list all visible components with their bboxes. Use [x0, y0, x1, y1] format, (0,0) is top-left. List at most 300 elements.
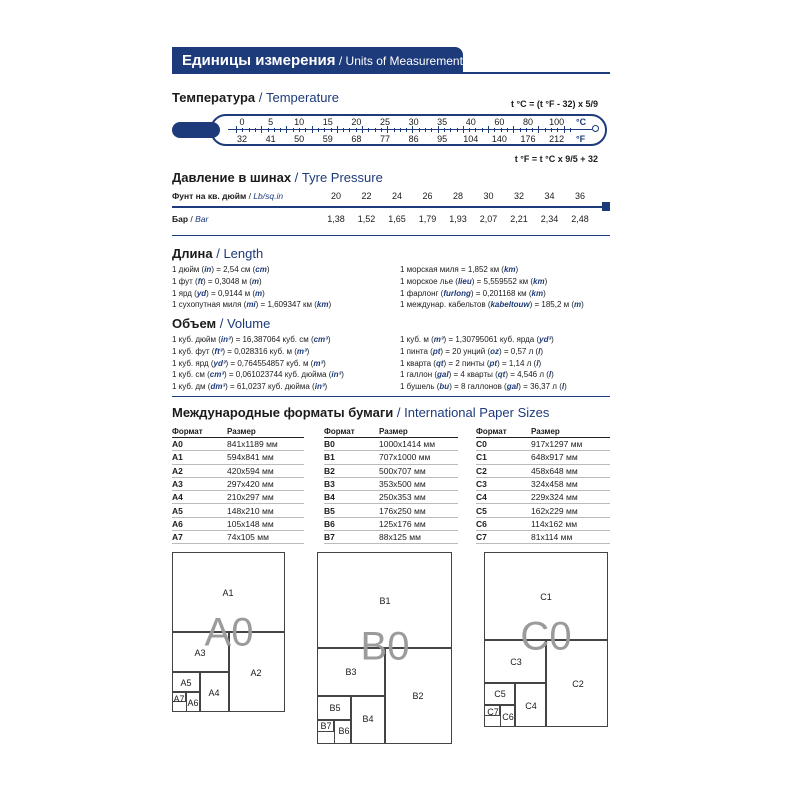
col-format: Формат	[324, 426, 379, 438]
unit-abbr: m	[251, 276, 260, 286]
unit-abbr: in³	[314, 382, 325, 392]
size-cell: 74x105 мм	[227, 531, 304, 544]
thermometer-tick	[444, 128, 445, 132]
thermometer-tick	[400, 128, 401, 132]
fahrenheit-value: 41	[265, 134, 276, 144]
page-header-banner	[172, 47, 463, 74]
unit-abbr: qt	[435, 358, 444, 368]
unit-abbr: gal	[437, 370, 449, 380]
conversion-text: )	[551, 370, 554, 380]
thermometer-tick	[501, 128, 502, 132]
thermometer-tick	[343, 128, 344, 132]
table-row	[476, 464, 610, 477]
length-item	[172, 299, 331, 311]
sheet-label: A7	[173, 694, 185, 704]
unit-abbr: in	[204, 265, 212, 274]
unit-abbr: yd	[196, 288, 207, 298]
sheet-label: A5	[180, 678, 192, 688]
conversion-text: 1 фарлонг (	[400, 288, 444, 298]
fahrenheit-value: 176	[520, 134, 536, 144]
conversion-text: ) = 2,54 см (	[211, 265, 256, 274]
fahrenheit-value: 59	[322, 134, 333, 144]
thermometer-tick	[545, 128, 546, 132]
table-row	[476, 531, 610, 544]
thermometer-tick	[463, 126, 464, 133]
fahrenheit-value: 140	[491, 134, 507, 144]
psi-value: 36	[574, 191, 586, 201]
table-row	[172, 531, 304, 544]
temperature-title-ru: Температура	[172, 90, 256, 105]
conversion-text: )	[581, 300, 584, 310]
volume-item	[400, 334, 567, 346]
length-list-left	[172, 264, 331, 311]
bar-value: 2,21	[510, 214, 528, 224]
unit-abbr: l	[561, 382, 565, 392]
conversion-text: )	[266, 265, 270, 274]
volume-item	[172, 358, 344, 370]
conversion-text: ) = 5,559552 км (	[471, 276, 533, 286]
fahrenheit-value: 86	[408, 134, 419, 144]
celsius-value: 40	[465, 117, 476, 127]
volume-heading: Объем / Volume	[172, 316, 271, 331]
volume-item	[400, 369, 567, 381]
thermometer-tick	[457, 128, 458, 132]
sheet-label: A2	[250, 668, 262, 678]
conversion-text: )	[540, 346, 544, 356]
bar-value: 2,48	[571, 214, 589, 224]
thermometer-tick	[268, 128, 269, 132]
thermometer-axis	[228, 129, 592, 130]
page-title	[182, 52, 463, 69]
size-cell: 841x1189 мм	[227, 438, 304, 451]
conversion-text: 1 пинта (	[400, 346, 433, 356]
unit-abbr: yd³	[213, 358, 226, 368]
celsius-value: 15	[322, 117, 333, 127]
conversion-text: 1 дюйм (	[172, 265, 205, 274]
thermometer-tick	[280, 128, 281, 132]
psi-value: 32	[513, 191, 525, 201]
size-cell: 125x176 мм	[379, 517, 458, 530]
size-cell: 210x297 мм	[227, 491, 304, 504]
unit-abbr: km	[316, 300, 329, 310]
paper-title-en: International Paper Sizes	[404, 405, 550, 420]
unit-abbr: pt	[489, 358, 498, 368]
volume-item	[400, 346, 567, 358]
conversion-text: )	[544, 276, 548, 286]
size-cell: 250x353 мм	[379, 491, 458, 504]
thermometer-tick	[425, 128, 426, 132]
col-format: Формат	[172, 426, 227, 438]
table-row	[324, 517, 458, 530]
col-size: Размер	[227, 426, 304, 438]
thermometer-tick	[438, 126, 439, 133]
thermometer-tick	[570, 128, 571, 132]
volume-title-en: Volume	[226, 316, 271, 331]
sheet-label: C5	[494, 689, 506, 699]
sheet-label: B1	[379, 596, 391, 606]
formula-f-from-c: t °F = t °C x 9/5 + 32	[514, 154, 598, 164]
conversion-text: )	[564, 382, 567, 392]
sheet-label: A1	[222, 588, 234, 598]
conversion-text: 1 куб. дм (	[172, 382, 211, 392]
length-item	[172, 276, 331, 288]
pressure-bar-cap	[602, 202, 610, 211]
format-cell: B1	[324, 451, 379, 464]
thermometer-tick	[324, 128, 325, 132]
unit-abbr: m	[574, 300, 582, 310]
pressure-divider	[172, 235, 610, 236]
thermometer-tick	[469, 128, 470, 132]
sheet-label: C2	[572, 679, 584, 689]
unit-abbr: cm	[255, 265, 267, 274]
format-cell: B0	[324, 438, 379, 451]
length-item	[172, 288, 331, 300]
table-row	[476, 451, 610, 464]
unit-abbr: bu	[439, 382, 450, 392]
conversion-text: )	[306, 346, 310, 356]
unit-abbr: m³	[433, 335, 444, 344]
format-cell: B4	[324, 491, 379, 504]
size-cell: 420x594 мм	[227, 464, 304, 477]
fahrenheit-value: 32	[236, 134, 248, 144]
conversion-text: ) = 0,201168 км (	[470, 288, 532, 298]
length-item	[400, 299, 584, 311]
unit-abbr: m	[255, 288, 263, 298]
conversion-text: ) = 1,14 л (	[497, 358, 537, 368]
unit-abbr: yd³	[539, 335, 552, 344]
conversion-text: 1 куб. дюйм (	[172, 335, 221, 344]
thermometer-tick	[274, 128, 275, 132]
thermometer-tick	[337, 126, 338, 133]
paper-table-b	[324, 426, 458, 544]
unit-abbr: km	[531, 288, 544, 298]
length-title-en: Length	[223, 246, 264, 261]
sheet-label: C4	[525, 701, 537, 711]
celsius-value: 60	[494, 117, 505, 127]
unit-abbr: furlong	[443, 288, 471, 298]
format-cell: B7	[324, 531, 379, 544]
conversion-text: )	[328, 300, 332, 310]
conversion-text: 1 морское лье (	[400, 276, 458, 286]
unit-abbr: l	[548, 370, 552, 380]
fahrenheit-value: 212	[549, 134, 565, 144]
thermometer-tick	[450, 128, 451, 132]
psi-value: 26	[422, 191, 433, 201]
pressure-heading: Давление в шинах / Tyre Pressure	[172, 170, 383, 185]
psi-label-en: Lb/sq.in	[253, 191, 284, 201]
conversion-text: )	[543, 288, 546, 298]
paper-table-a	[172, 426, 304, 544]
unit-abbr: m³	[296, 346, 307, 356]
volume-item	[172, 369, 344, 381]
unit-abbr: gal	[506, 382, 519, 392]
length-item	[400, 264, 584, 276]
thermometer-tick	[564, 126, 565, 133]
format-cell: B6	[324, 517, 379, 530]
size-cell: 162x229 мм	[531, 504, 610, 517]
format-cell: C4	[476, 491, 531, 504]
thermometer-tick	[482, 128, 483, 132]
size-cell: 353x500 мм	[379, 477, 458, 490]
thermometer-tick	[356, 128, 357, 132]
thermometer-tick	[475, 128, 476, 132]
sheet-label: C6	[502, 712, 514, 722]
conversion-text: ) = 8 галлонов (	[449, 382, 507, 392]
fahrenheit-value: 95	[437, 134, 448, 144]
format-cell: A0	[172, 438, 227, 451]
unit-abbr: cm³	[209, 370, 224, 380]
bar-value: 1,65	[388, 214, 406, 224]
size-cell: 917x1297 мм	[531, 438, 610, 451]
size-cell: 458x648 мм	[531, 464, 610, 477]
volume-list-left	[172, 334, 344, 393]
thermometer-tick	[293, 128, 294, 132]
unit-abbr: in³	[331, 370, 342, 380]
format-cell: B5	[324, 504, 379, 517]
thermometer-tick	[488, 126, 489, 133]
unit-abbr: cm³	[313, 335, 328, 344]
conversion-text: ) = 1,609347 км (	[255, 300, 317, 310]
unit-abbr: qt	[497, 370, 506, 380]
bar-value: 2,07	[479, 214, 498, 224]
volume-item	[172, 334, 344, 346]
size-cell: 297x420 мм	[227, 477, 304, 490]
volume-item	[400, 381, 567, 393]
paper-table-c	[476, 426, 610, 544]
conversion-text: 1 куб. см (	[172, 370, 210, 380]
thermometer-tick	[318, 128, 319, 132]
bar-value: 2,34	[540, 214, 559, 224]
format-cell: B3	[324, 477, 379, 490]
unit-abbr: oz	[490, 346, 499, 356]
conversion-text: 1 морская миля = 1,852 км (	[400, 265, 504, 274]
bar-label-en: Bar	[195, 214, 209, 224]
thermometer-tick	[362, 126, 363, 133]
conversion-text: 1 сухопутная миля (	[172, 300, 247, 310]
psi-value: 24	[391, 191, 403, 201]
thermometer-tick	[520, 128, 521, 132]
conversion-text: 1 междунар. кабельтов (	[400, 300, 491, 310]
table-row	[324, 451, 458, 464]
celsius-value: 30	[408, 117, 419, 127]
size-cell: 148x210 мм	[227, 504, 304, 517]
format-cell: C1	[476, 451, 531, 464]
psi-value: 28	[452, 191, 464, 201]
bar-value: 1,79	[418, 214, 437, 224]
psi-row-label: Фунт на кв. дюйм / Lb/sq.in	[172, 191, 284, 201]
page-title-ru: Единицы измерения	[182, 52, 336, 69]
conversion-text: 1 кварта (	[400, 358, 436, 368]
table-row	[476, 517, 610, 530]
conversion-text: )	[515, 265, 519, 274]
conversion-text: )	[262, 288, 265, 298]
psi-value: 34	[544, 191, 555, 201]
sheet-label: B4	[362, 714, 374, 724]
thermometer-tick	[286, 126, 287, 133]
sheet-label: C3	[510, 657, 522, 667]
thermometer-tick	[312, 126, 313, 133]
format-cell: A6	[172, 517, 227, 530]
conversion-text: 1 куб. ярд (	[172, 358, 214, 368]
temperature-heading: Температура / Temperature	[172, 90, 339, 105]
size-cell: 1000x1414 мм	[379, 438, 458, 451]
conversion-text: 1 куб. м (	[400, 335, 434, 344]
format-cell: B2	[324, 464, 379, 477]
size-cell: 594x841 мм	[227, 451, 304, 464]
psi-value: 30	[483, 191, 494, 201]
unit-celsius: °C	[576, 117, 587, 127]
length-heading: Длина / Length	[172, 246, 264, 261]
volume-item	[400, 358, 567, 370]
table-row	[172, 477, 304, 490]
format-cell: C6	[476, 517, 531, 530]
conversion-text: )	[341, 370, 344, 380]
sheet-watermark-label: A0	[204, 610, 254, 655]
thermometer-tick	[261, 126, 262, 133]
pressure-bar	[172, 206, 602, 208]
pressure-title-ru: Давление в шинах	[172, 170, 292, 185]
header-underline	[172, 72, 610, 74]
thermometer-tick	[249, 128, 250, 132]
thermometer-tick	[381, 128, 382, 132]
sheet-watermark-label: B0	[360, 624, 410, 669]
col-format: Формат	[476, 426, 531, 438]
sheet-label: B3	[345, 667, 357, 677]
conversion-text: 1 ярд (	[172, 288, 197, 298]
conversion-text: ) = 185,2 м (	[529, 300, 575, 310]
thermometer-tick	[412, 126, 413, 133]
thermometer-tick	[387, 126, 388, 133]
conversion-text: )	[538, 358, 542, 368]
format-cell: C3	[476, 477, 531, 490]
size-cell: 88x125 мм	[379, 531, 458, 544]
size-cell: 114x162 мм	[531, 517, 610, 530]
thermometer-tick	[507, 128, 508, 132]
fahrenheit-value: 50	[294, 134, 305, 144]
sheet-label: B2	[412, 691, 424, 701]
psi-value: 22	[361, 191, 372, 201]
size-cell: 176x250 мм	[379, 504, 458, 517]
unit-abbr: in³	[220, 335, 231, 344]
col-size: Размер	[379, 426, 458, 438]
format-cell: A7	[172, 531, 227, 544]
sheet-label: C7	[487, 707, 499, 717]
thermometer-tick	[532, 128, 533, 132]
sheet-label: C1	[540, 592, 552, 602]
conversion-text: ) = 0,9144 м (	[206, 288, 256, 298]
volume-title-ru: Объем	[172, 316, 217, 331]
sheet-label: A3	[194, 648, 206, 658]
sheet-label: A4	[208, 688, 220, 698]
thermometer-tick	[236, 126, 237, 133]
psi-value: 20	[330, 191, 342, 201]
size-cell: 229x324 мм	[531, 491, 610, 504]
table-row	[172, 438, 304, 451]
fahrenheit-value: 77	[379, 134, 391, 144]
unit-abbr: ft	[197, 276, 204, 286]
thermometer-tick	[255, 128, 256, 132]
thermometer-tick	[242, 128, 243, 132]
table-row	[476, 491, 610, 504]
volume-item	[172, 381, 344, 393]
thermometer-tick	[551, 128, 552, 132]
unit-fahrenheit: °F	[576, 134, 586, 144]
thermometer-tick	[494, 128, 495, 132]
size-cell: 648x917 мм	[531, 451, 610, 464]
thermometer-tick	[368, 128, 369, 132]
conversion-text: 1 галлон (	[400, 370, 438, 380]
unit-abbr: kabeltouw	[490, 300, 530, 310]
celsius-value: 20	[351, 117, 362, 127]
conversion-text: 1 куб. фут (	[172, 346, 215, 356]
psi-label-ru: Фунт на кв. дюйм	[172, 191, 247, 201]
conversion-text: ) = 0,028316 куб. м (	[222, 346, 297, 356]
table-row	[324, 531, 458, 544]
conversion-text: 1 бушель (	[400, 382, 440, 392]
conversion-text: )	[259, 276, 262, 286]
unit-abbr: l	[536, 358, 539, 368]
celsius-value: 100	[549, 117, 565, 127]
celsius-value: 25	[379, 117, 391, 127]
unit-abbr: m³	[313, 358, 324, 368]
bar-value: 1,52	[357, 214, 376, 224]
conversion-text: ) = 1,30795061 куб. ярда (	[443, 335, 540, 344]
table-row	[172, 464, 304, 477]
thermometer-tick	[375, 128, 376, 132]
table-row	[476, 504, 610, 517]
sheet-label: B7	[320, 721, 332, 731]
thermometer-tick	[526, 128, 527, 132]
conversion-text: ) = 0,061023744 куб. дюйма (	[224, 370, 332, 380]
table-row	[172, 504, 304, 517]
size-cell: 500x707 мм	[379, 464, 458, 477]
conversion-text: ) = 0,764554857 куб. м (	[225, 358, 314, 368]
thermometer-tick	[431, 128, 432, 132]
thermometer-tick	[331, 128, 332, 132]
unit-abbr: mi	[246, 300, 256, 310]
volume-divider	[172, 396, 610, 397]
conversion-text: ) = 20 унций (	[440, 346, 491, 356]
format-cell: C2	[476, 464, 531, 477]
thermometer-tick	[419, 128, 420, 132]
conversion-text: ) = 2 пинты (	[443, 358, 490, 368]
format-cell: A2	[172, 464, 227, 477]
conversion-text: 1 фут (	[172, 276, 198, 286]
conversion-text: ) = 4 кварты (	[448, 370, 498, 380]
unit-abbr: dm³	[210, 382, 226, 392]
length-list-right	[400, 264, 584, 311]
conversion-text: ) = 36,37 л (	[518, 382, 562, 392]
thermometer-tick	[305, 128, 306, 132]
thermometer-tick	[349, 128, 350, 132]
table-row	[324, 477, 458, 490]
bar-row-label: Бар / Bar	[172, 214, 209, 224]
volume-list-right	[400, 334, 567, 393]
thermometer-tick	[406, 128, 407, 132]
conversion-text: ) = 4,546 л (	[505, 370, 549, 380]
length-item	[400, 288, 584, 300]
bar-value: 1,38	[327, 214, 345, 224]
temperature-title-en: Temperature	[266, 90, 339, 105]
unit-abbr: pt	[432, 346, 441, 356]
unit-abbr: ft³	[214, 346, 223, 356]
format-cell: A4	[172, 491, 227, 504]
size-cell: 324x458 мм	[531, 477, 610, 490]
conversion-text: )	[327, 335, 331, 344]
sheet-watermark-label: C0	[520, 614, 572, 659]
thermometer-end-dot	[592, 125, 599, 132]
unit-abbr: l	[538, 346, 541, 356]
